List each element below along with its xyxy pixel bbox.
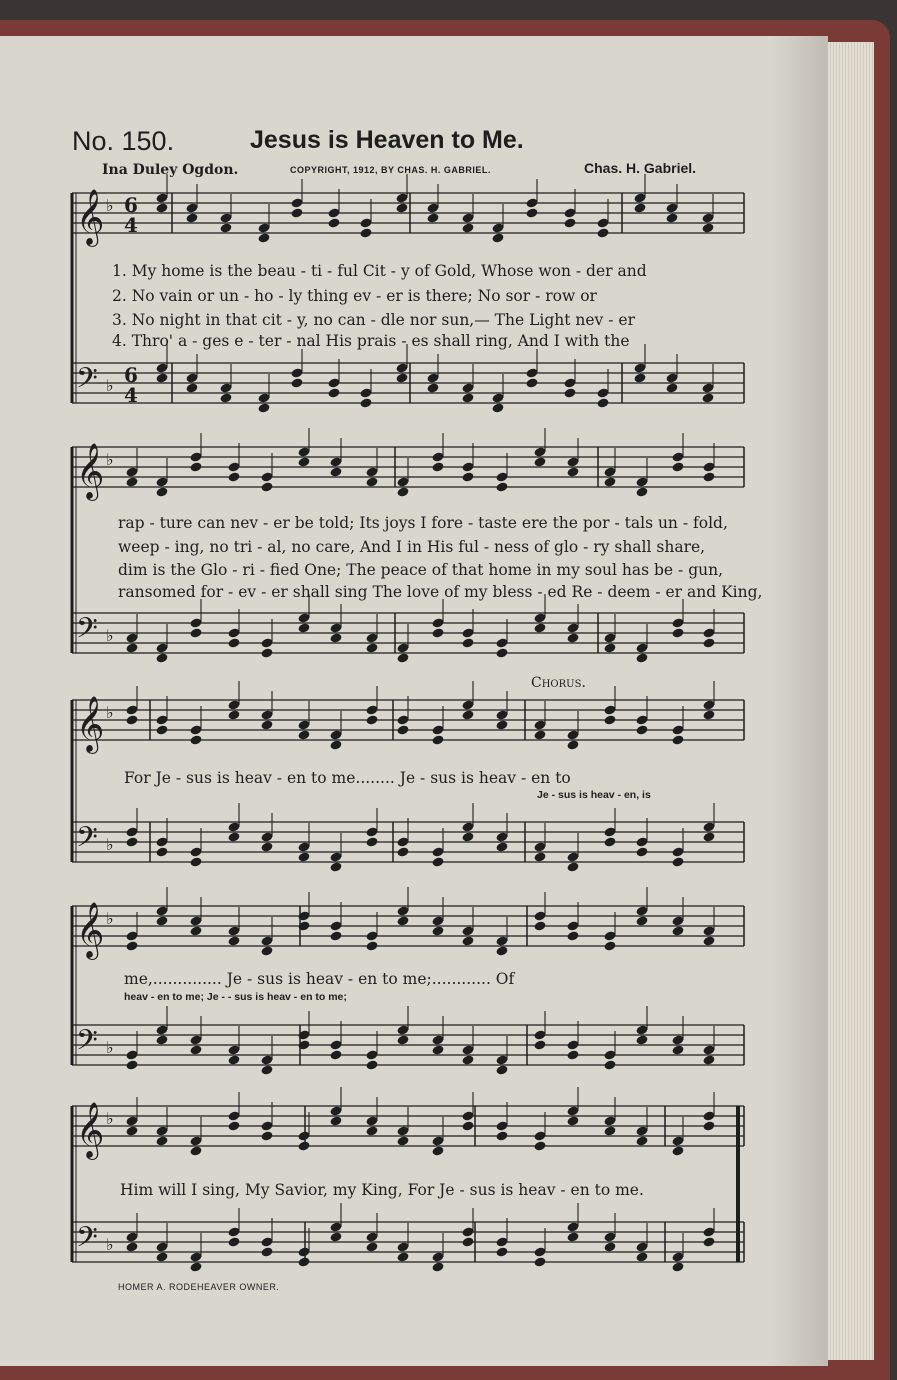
key-flat-icon: ♭	[106, 909, 114, 928]
note-head	[155, 1251, 168, 1262]
note-head	[566, 1049, 579, 1060]
note-head	[495, 1246, 508, 1257]
note-head	[227, 935, 240, 946]
note-head	[125, 642, 138, 653]
note-head	[563, 387, 576, 398]
note-head	[365, 476, 378, 487]
chorus-line: me,.............. Je - sus is heav - en to me;............ Of	[124, 970, 515, 988]
note-head	[702, 1120, 715, 1131]
treble-clef-icon: 𝄞	[76, 902, 105, 958]
note-head	[635, 1135, 648, 1146]
note-head	[671, 627, 684, 638]
note-head	[596, 397, 609, 408]
note-head	[495, 841, 508, 852]
note-head	[566, 466, 579, 477]
note-head	[533, 920, 546, 931]
note-head	[533, 1256, 546, 1267]
note-head	[702, 831, 715, 842]
chorus-echo: Je - sus is heav - en, is	[537, 789, 651, 801]
composer: Chas. H. Gabriel.	[584, 160, 697, 176]
note-head	[297, 851, 310, 862]
note-head	[365, 1125, 378, 1136]
note-head	[461, 1120, 474, 1131]
key-flat-icon: ♭	[106, 196, 114, 215]
note-head	[431, 734, 444, 745]
note-head	[260, 481, 273, 492]
note-head	[227, 637, 240, 648]
note-head	[155, 1034, 168, 1045]
note-head	[635, 915, 648, 926]
verse-line: weep - ing, no tri - al, no care, And I in His ful - ness of glo - ry shall share,	[118, 538, 706, 556]
note-head	[395, 202, 408, 213]
note-head	[525, 377, 538, 388]
note-head	[603, 714, 616, 725]
note-head	[635, 846, 648, 857]
note-head	[431, 461, 444, 472]
note-head	[260, 719, 273, 730]
note-head	[125, 476, 138, 487]
note-head	[431, 1044, 444, 1055]
note-head	[702, 471, 715, 482]
lyricist: Ina Duley Ogdon.	[102, 162, 239, 178]
note-head	[365, 642, 378, 653]
note-head	[227, 1054, 240, 1065]
note-head	[671, 1145, 684, 1156]
time-signature: 4	[124, 383, 138, 407]
note-head	[359, 227, 372, 238]
bass-clef-icon: 𝄢	[76, 1024, 98, 1064]
note-head	[431, 1145, 444, 1156]
bass-clef-icon: 𝄢	[76, 612, 98, 652]
note-head	[290, 207, 303, 218]
note-head	[635, 1034, 648, 1045]
verse-line: ransomed for - ev - er shall sing The love of my bless - ed Re - deem - er and King,	[118, 583, 763, 601]
note-head	[125, 714, 138, 725]
key-flat-icon: ♭	[106, 703, 114, 722]
time-signature: 4	[124, 213, 138, 237]
copyright-notice: COPYRIGHT, 1912, BY CHAS. H. GABRIEL.	[290, 165, 491, 175]
note-head	[396, 652, 409, 663]
bass-clef-icon: 𝄢	[76, 1221, 98, 1261]
note-head	[396, 1251, 409, 1262]
note-head	[189, 925, 202, 936]
note-head	[665, 382, 678, 393]
note-head	[155, 1135, 168, 1146]
note-head	[563, 217, 576, 228]
note-head	[365, 836, 378, 847]
note-head	[633, 372, 646, 383]
bass-clef-icon: 𝄢	[76, 362, 98, 402]
note-head	[533, 729, 546, 740]
note-head	[702, 637, 715, 648]
note-head	[533, 622, 546, 633]
key-flat-icon: ♭	[106, 450, 114, 469]
note-head	[495, 719, 508, 730]
note-head	[189, 461, 202, 472]
note-head	[566, 1115, 579, 1126]
verse-line: 4. Thro' a - ges e - ter - nal His prais - es shall ring, And I with the	[112, 332, 630, 350]
note-head	[495, 647, 508, 658]
hymn-number: No. 150.	[72, 126, 175, 156]
note-head	[327, 217, 340, 228]
note-head	[329, 1231, 342, 1242]
note-head	[329, 632, 342, 643]
note-head	[155, 846, 168, 857]
note-head	[227, 1120, 240, 1131]
note-head	[227, 1236, 240, 1247]
treble-clef-icon: 𝄞	[76, 1102, 105, 1158]
note-head	[635, 724, 648, 735]
note-head	[671, 1261, 684, 1272]
note-head	[189, 1261, 202, 1272]
chorus-echo: heav - en to me; Je - - sus is heav - en to me;	[124, 991, 347, 1003]
note-head	[365, 714, 378, 725]
note-head	[426, 212, 439, 223]
note-head	[533, 456, 546, 467]
time-signature: 6	[124, 363, 138, 387]
note-head	[431, 925, 444, 936]
note-head	[185, 382, 198, 393]
note-head	[189, 856, 202, 867]
note-head	[297, 1140, 310, 1151]
note-head	[219, 222, 232, 233]
note-head	[395, 372, 408, 383]
note-head	[329, 466, 342, 477]
note-head	[702, 1054, 715, 1065]
note-head	[671, 461, 684, 472]
note-head	[365, 1241, 378, 1252]
note-head	[701, 392, 714, 403]
note-head	[155, 724, 168, 735]
note-head	[125, 1125, 138, 1136]
note-head	[525, 207, 538, 218]
note-head	[257, 402, 270, 413]
note-head	[227, 471, 240, 482]
note-head	[461, 935, 474, 946]
note-head	[125, 836, 138, 847]
note-head	[329, 1115, 342, 1126]
note-head	[461, 222, 474, 233]
note-head	[495, 1064, 508, 1075]
note-head	[635, 486, 648, 497]
note-head	[665, 212, 678, 223]
note-head	[227, 709, 240, 720]
note-head	[671, 1044, 684, 1055]
owner-notice: HOMER A. RODEHEAVER OWNER.	[118, 1282, 280, 1292]
note-head	[125, 1059, 138, 1070]
note-head	[431, 856, 444, 867]
note-head	[495, 1130, 508, 1141]
key-flat-icon: ♭	[106, 835, 114, 854]
note-head	[533, 1140, 546, 1151]
note-head	[257, 232, 270, 243]
note-head	[396, 846, 409, 857]
note-head	[359, 397, 372, 408]
note-head	[189, 1145, 202, 1156]
note-head	[491, 402, 504, 413]
verse-line: dim is the Glo - ri - fied One; The peace of that home in my soul has be - gun,	[118, 561, 724, 579]
note-head	[671, 925, 684, 936]
note-head	[155, 652, 168, 663]
time-signature: 6	[124, 193, 138, 217]
note-head	[603, 836, 616, 847]
note-head	[426, 382, 439, 393]
key-flat-icon: ♭	[106, 1038, 114, 1057]
note-head	[297, 1256, 310, 1267]
note-head	[461, 637, 474, 648]
note-head	[260, 1064, 273, 1075]
note-head	[329, 739, 342, 750]
note-head	[603, 940, 616, 951]
note-head	[219, 392, 232, 403]
note-head	[566, 739, 579, 750]
note-head	[635, 1251, 648, 1262]
note-head	[566, 1231, 579, 1242]
note-head	[290, 377, 303, 388]
verse-line: 3. No night in that cit - y, no can - dle nor sun,— The Light nev - er	[112, 311, 635, 329]
key-flat-icon: ♭	[106, 1109, 114, 1128]
note-head	[297, 729, 310, 740]
note-head	[461, 471, 474, 482]
note-head	[603, 642, 616, 653]
note-head	[533, 851, 546, 862]
note-head	[396, 915, 409, 926]
chorus-line: For Je - sus is heav - en to me........ Je - sus is heav - en to	[124, 769, 571, 787]
note-head	[701, 222, 714, 233]
note-head	[189, 734, 202, 745]
note-head	[566, 861, 579, 872]
note-head	[189, 1044, 202, 1055]
note-head	[155, 372, 168, 383]
note-head	[566, 632, 579, 643]
note-head	[185, 212, 198, 223]
note-head	[155, 486, 168, 497]
note-head	[635, 652, 648, 663]
note-head	[260, 1130, 273, 1141]
verse-line: 2. No vain or un - ho - ly thing ev - er is there; No sor - row or	[112, 287, 597, 305]
note-head	[365, 940, 378, 951]
note-head	[125, 940, 138, 951]
note-head	[702, 935, 715, 946]
note-head	[702, 709, 715, 720]
chorus-line: Him will I sing, My Savior, my King, For Je - sus is heav - en to me.	[120, 1181, 644, 1199]
note-head	[596, 227, 609, 238]
note-head	[396, 1034, 409, 1045]
note-head	[396, 1135, 409, 1146]
note-head	[260, 647, 273, 658]
note-head	[603, 1059, 616, 1070]
note-head	[461, 1054, 474, 1065]
note-head	[260, 1246, 273, 1257]
treble-clef-icon: 𝄞	[76, 443, 105, 499]
verse-line: 1. My home is the beau - ti - ful Cit - y of Gold, Whose won - der and	[112, 262, 647, 280]
note-head	[566, 930, 579, 941]
note-head	[327, 387, 340, 398]
note-head	[633, 202, 646, 213]
note-head	[297, 456, 310, 467]
note-head	[329, 930, 342, 941]
chorus-label: Chorus.	[531, 675, 586, 691]
note-head	[329, 861, 342, 872]
note-head	[461, 709, 474, 720]
note-head	[365, 1059, 378, 1070]
note-head	[495, 481, 508, 492]
note-head	[461, 831, 474, 842]
treble-clef-icon: 𝄞	[76, 696, 105, 752]
bass-clef-icon: 𝄢	[76, 821, 98, 861]
note-head	[495, 945, 508, 956]
note-head	[396, 486, 409, 497]
note-head	[431, 627, 444, 638]
note-head	[227, 831, 240, 842]
note-head	[702, 1236, 715, 1247]
note-head	[603, 476, 616, 487]
note-head	[260, 945, 273, 956]
key-flat-icon: ♭	[106, 626, 114, 645]
note-head	[603, 1241, 616, 1252]
note-head	[461, 392, 474, 403]
verse-line: rap - ture can nev - er be told; Its joys I fore - taste ere the por - tals un - fold,	[118, 514, 728, 532]
note-head	[431, 1261, 444, 1272]
note-head	[671, 734, 684, 745]
note-head	[297, 622, 310, 633]
note-head	[603, 1125, 616, 1136]
note-head	[155, 915, 168, 926]
note-head	[671, 856, 684, 867]
key-flat-icon: ♭	[106, 1235, 114, 1254]
note-head	[155, 202, 168, 213]
hymn-title: Jesus is Heaven to Me.	[250, 126, 524, 154]
note-head	[491, 232, 504, 243]
note-head	[125, 1241, 138, 1252]
note-head	[260, 841, 273, 852]
note-head	[461, 1236, 474, 1247]
note-head	[329, 1049, 342, 1060]
treble-clef-icon: 𝄞	[76, 189, 105, 245]
key-flat-icon: ♭	[106, 376, 114, 395]
note-head	[189, 627, 202, 638]
note-head	[533, 1039, 546, 1050]
note-head	[396, 724, 409, 735]
